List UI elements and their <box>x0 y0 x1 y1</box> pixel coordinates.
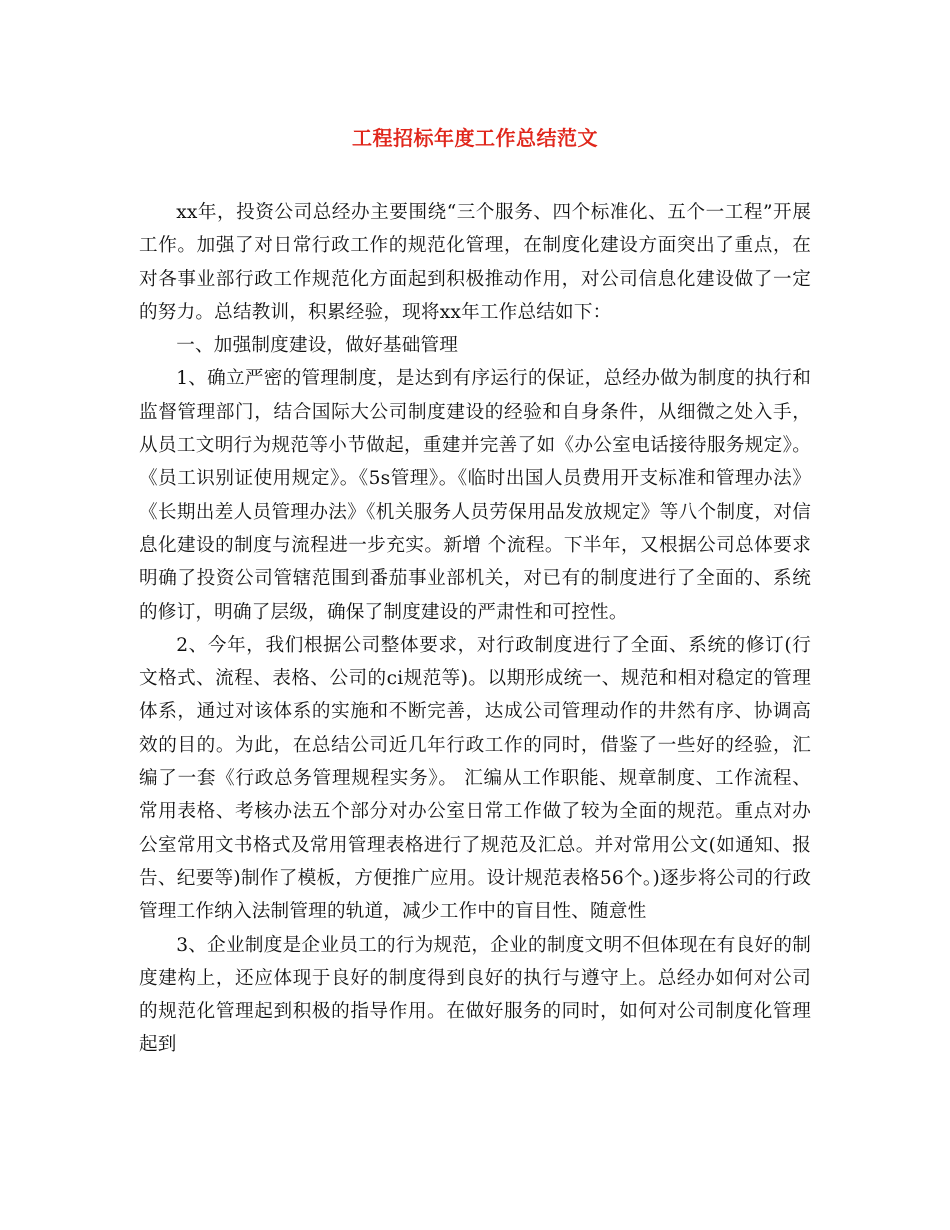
section-heading-1: 一、加强制度建设，做好基础管理 <box>176 335 459 357</box>
document-title: 工程招标年度工作总结范文 <box>352 126 598 150</box>
paragraph-item-2: 2、今年，我们根据公司整体要求，对行政制度进行了全面、系统的修订(行文格式、流程、表格、公司的ci规范等)。以期形成统一、规范和相对稳定的管理体系，通过对该体系的实施和不断完善，达成公司管理动作的井然有序、协调高效的目的。为此，在总结公司近几年行政工作的同时，借鉴了一些好的经验，汇编了一套《行政总务管理规程实务》。 汇编从工作职能、规章制度、工作流程、常用表格、考核办法五个部分对办公室日常工作做了较为全面的规范。重点对办公室常用文书格式及常用管理表格进行了规范及汇总。并对常用公文(如通知、报告、纪要等)制作了模板，方便推广应用。设计规范表格56个。)逐步将公司的行政管理工作纳入法制管理的轨道，减少工作中的盲目性、随意性 <box>139 634 811 923</box>
document-body <box>139 196 811 1062</box>
paragraph-item-3: 3、企业制度是企业员工的行为规范，企业的制度文明不但体现在有良好的制度建构上，还应体现于良好的制度得到良好的执行与遵守上。总经办如何对公司的规范化管理起到积极的指导作用。在做好服务的同时，如何对公司制度化管理起到 <box>139 934 811 1056</box>
paragraph-item-1: 1、确立严密的管理制度，是达到有序运行的保证，总经办做为制度的执行和监督管理部门，结合国际大公司制度建设的经验和自身条件，从细微之处入手，从员工文明行为规范等小节做起，重建并完善了如《办公室电话接待服务规定》。《员工识别证使用规定》。《5s管理》。《临时出国人员费用开支标准和管理办法》《长期出差人员管理办法》《机关服务人员劳保用品发放规定》等八个制度，对信息化建设的制度与流程进一步充实。新增 个流程。下半年，又根据公司总体要求明确了投资公司管辖范围到番茄事业部机关，对已有的制度进行了全面的、系统的修订，明确了层级，确保了制度建设的严肃性和可控性。 <box>139 368 811 623</box>
document-page <box>139 118 811 1062</box>
paragraph-intro: xx年，投资公司总经办主要围绕“三个服务、四个标准化、五个一工程”开展工作。加强了对日常行政工作的规范化管理，在制度化建设方面突出了重点，在对各事业部行政工作规范化方面起到积极推动作用，对公司信息化建设做了一定的努力。总结教训，积累经验，现将xx年工作总结如下： <box>139 202 811 323</box>
